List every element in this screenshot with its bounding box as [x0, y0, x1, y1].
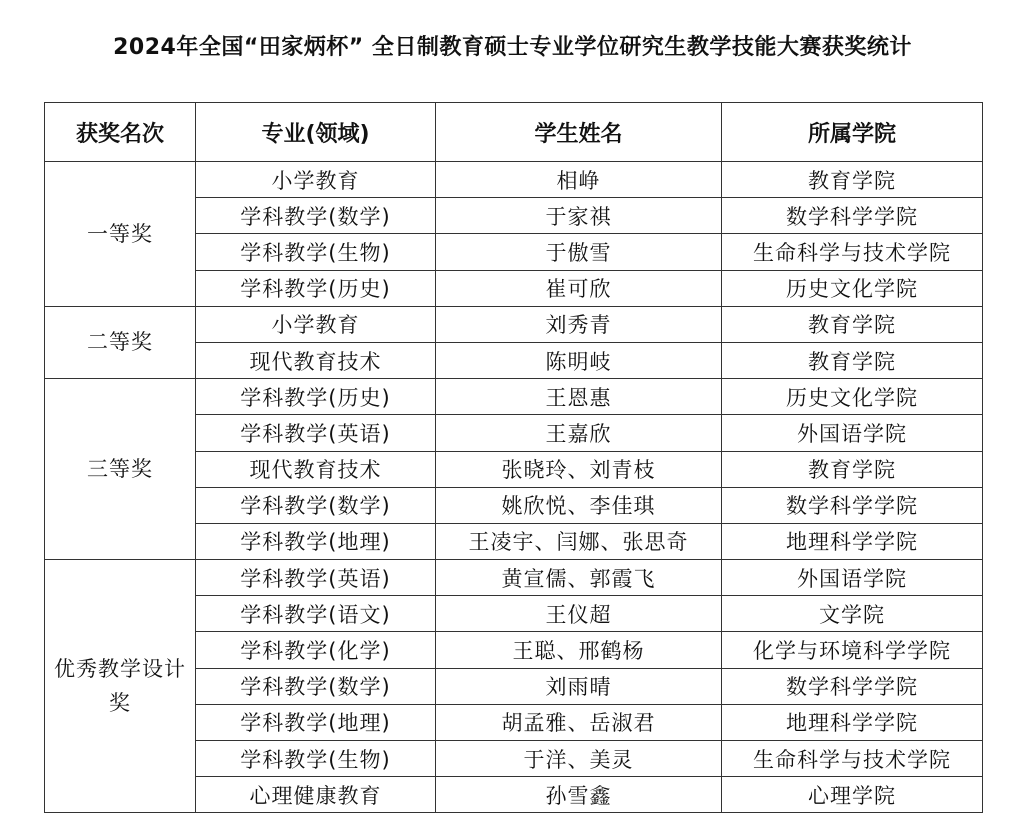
major-cell: 现代教育技术	[196, 342, 436, 378]
major-cell: 学科教学(地理)	[196, 523, 436, 559]
table-body	[45, 162, 983, 813]
student-name-cell: 王恩惠	[436, 379, 722, 415]
major-cell: 学科教学(历史)	[196, 270, 436, 306]
major-cell: 学科教学(英语)	[196, 560, 436, 596]
student-name-cell: 陈明岐	[436, 342, 722, 378]
student-name-cell: 崔可欣	[436, 270, 722, 306]
header-student-name: 学生姓名	[436, 103, 722, 162]
student-name-cell: 张晓玲、刘青枝	[436, 451, 722, 487]
college-cell: 生命科学与技术学院	[722, 234, 983, 270]
table-row	[45, 162, 983, 198]
student-name-cell: 相峥	[436, 162, 722, 198]
major-cell: 学科教学(地理)	[196, 704, 436, 740]
college-cell: 数学科学学院	[722, 668, 983, 704]
major-cell: 学科教学(数学)	[196, 198, 436, 234]
award-tier-cell	[45, 560, 196, 813]
page-title: 2024年全国“田家炳杯” 全日制教育硕士专业学位研究生教学技能大赛获奖统计	[113, 35, 912, 60]
table-row	[45, 560, 983, 596]
header-award-rank: 获奖名次	[45, 103, 196, 162]
major-cell: 学科教学(数学)	[196, 487, 436, 523]
student-name-cell: 王仪超	[436, 596, 722, 632]
student-name-cell: 刘雨晴	[436, 668, 722, 704]
award-tier-cell	[45, 162, 196, 307]
major-cell: 学科教学(语文)	[196, 596, 436, 632]
major-cell: 现代教育技术	[196, 451, 436, 487]
student-name-cell: 孙雪鑫	[436, 777, 722, 813]
college-cell: 教育学院	[722, 306, 983, 342]
student-name-cell: 王凌宇、闫娜、张思奇	[436, 523, 722, 559]
college-cell: 数学科学学院	[722, 198, 983, 234]
award-tier-cell	[45, 379, 196, 560]
header-major: 专业(领域)	[196, 103, 436, 162]
major-cell: 学科教学(数学)	[196, 668, 436, 704]
major-cell: 小学教育	[196, 306, 436, 342]
college-cell: 教育学院	[722, 162, 983, 198]
college-cell: 历史文化学院	[722, 379, 983, 415]
college-cell: 生命科学与技术学院	[722, 741, 983, 777]
header-college: 所属学院	[722, 103, 983, 162]
major-cell: 学科教学(历史)	[196, 379, 436, 415]
major-cell: 学科教学(化学)	[196, 632, 436, 668]
college-cell: 外国语学院	[722, 560, 983, 596]
award-table	[44, 102, 983, 813]
header-row	[45, 103, 983, 162]
college-cell: 化学与环境科学学院	[722, 632, 983, 668]
college-cell: 地理科学学院	[722, 523, 983, 559]
major-cell: 学科教学(英语)	[196, 415, 436, 451]
college-cell: 外国语学院	[722, 415, 983, 451]
college-cell: 文学院	[722, 596, 983, 632]
student-name-cell: 王聪、邢鹤杨	[436, 632, 722, 668]
college-cell: 地理科学学院	[722, 704, 983, 740]
student-name-cell: 刘秀青	[436, 306, 722, 342]
major-cell: 学科教学(生物)	[196, 234, 436, 270]
table-row	[45, 379, 983, 415]
college-cell: 数学科学学院	[722, 487, 983, 523]
major-cell: 学科教学(生物)	[196, 741, 436, 777]
award-tier-cell	[45, 306, 196, 378]
student-name-cell: 于傲雪	[436, 234, 722, 270]
award-tier-label: 三等奖	[87, 457, 153, 482]
college-cell: 教育学院	[722, 342, 983, 378]
award-tier-label: 一等奖	[87, 221, 153, 246]
college-cell: 教育学院	[722, 451, 983, 487]
college-cell: 历史文化学院	[722, 270, 983, 306]
major-cell: 心理健康教育	[196, 777, 436, 813]
award-tier-label: 二等奖	[87, 330, 153, 355]
student-name-cell: 于洋、美灵	[436, 741, 722, 777]
major-cell: 小学教育	[196, 162, 436, 198]
student-name-cell: 王嘉欣	[436, 415, 722, 451]
student-name-cell: 姚欣悦、李佳琪	[436, 487, 722, 523]
award-tier-label: 优秀教学设计奖	[54, 657, 186, 716]
table-row	[45, 306, 983, 342]
student-name-cell: 黄宣儒、郭霞飞	[436, 560, 722, 596]
student-name-cell: 于家祺	[436, 198, 722, 234]
student-name-cell: 胡孟雅、岳淑君	[436, 704, 722, 740]
college-cell: 心理学院	[722, 777, 983, 813]
